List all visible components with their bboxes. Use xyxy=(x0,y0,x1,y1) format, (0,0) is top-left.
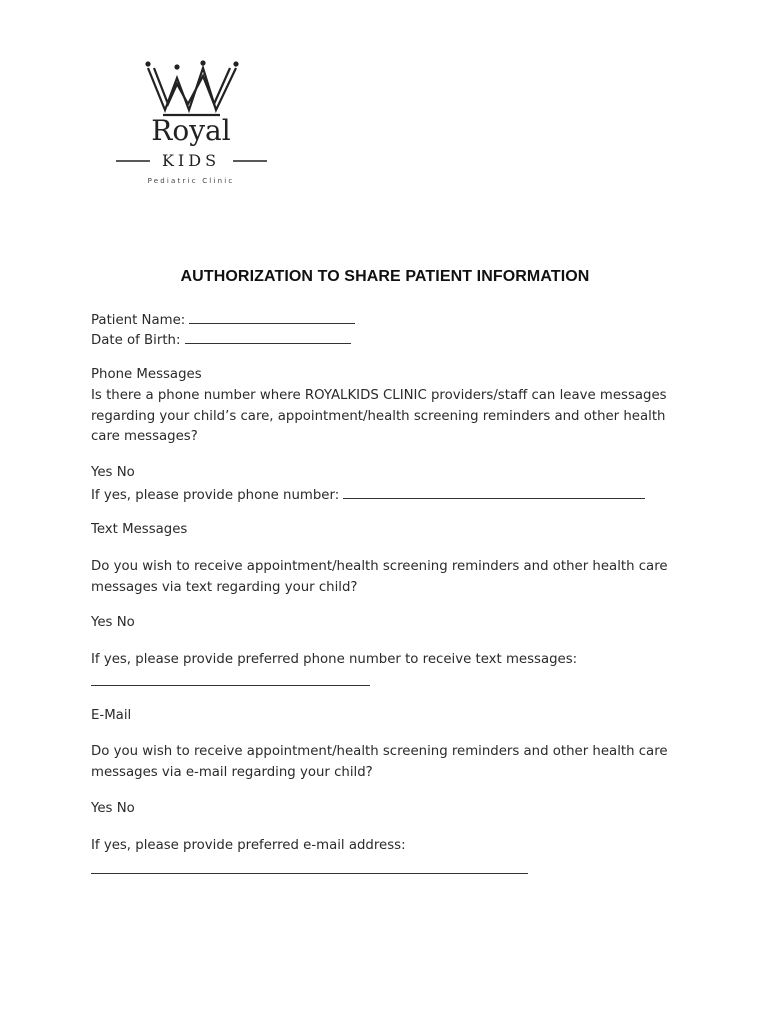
patient-name-label: Patient Name: xyxy=(91,313,186,328)
brand-name: Royal xyxy=(151,114,231,147)
crown-icon xyxy=(108,58,278,188)
text-yes-no: Yes No xyxy=(91,615,135,630)
text-followup-label: If yes, please provide preferred phone number to receive text messages: xyxy=(91,652,578,667)
clinic-logo xyxy=(108,58,278,188)
phone-followup-row xyxy=(91,484,711,507)
brand-sub: KIDS xyxy=(161,151,221,170)
phone-heading: Phone Messages xyxy=(91,367,202,382)
dob-field[interactable] xyxy=(185,329,351,344)
email-address-field[interactable] xyxy=(91,873,528,874)
email-yes-no: Yes No xyxy=(91,801,135,816)
brand-tagline: Pediatric Clinic xyxy=(147,177,235,185)
phone-question: Is there a phone number where ROYALKIDS CLINIC providers/staff can leave messages regarding your child’s care, appointment/health screening reminders and other health care messages? xyxy=(91,388,667,444)
text-heading: Text Messages xyxy=(91,522,188,537)
email-question: Do you wish to receive appointment/health screening reminders and other health care messages via e-mail regarding your child? xyxy=(91,744,668,780)
phone-yes-no: Yes No xyxy=(91,465,135,480)
dob-row xyxy=(91,329,711,352)
patient-name-field[interactable] xyxy=(189,309,355,324)
text-phone-field[interactable] xyxy=(91,685,370,686)
phone-followup-label: If yes, please provide phone number: xyxy=(91,488,340,503)
dob-label: Date of Birth: xyxy=(91,333,181,348)
text-question: Do you wish to receive appointment/health screening reminders and other health care messages via text regarding your child? xyxy=(91,559,668,595)
document-title: AUTHORIZATION TO SHARE PATIENT INFORMATION xyxy=(180,268,590,285)
email-heading: E-Mail xyxy=(91,708,132,723)
phone-number-field[interactable] xyxy=(343,484,645,499)
email-followup-label: If yes, please provide preferred e-mail address: xyxy=(91,838,406,853)
